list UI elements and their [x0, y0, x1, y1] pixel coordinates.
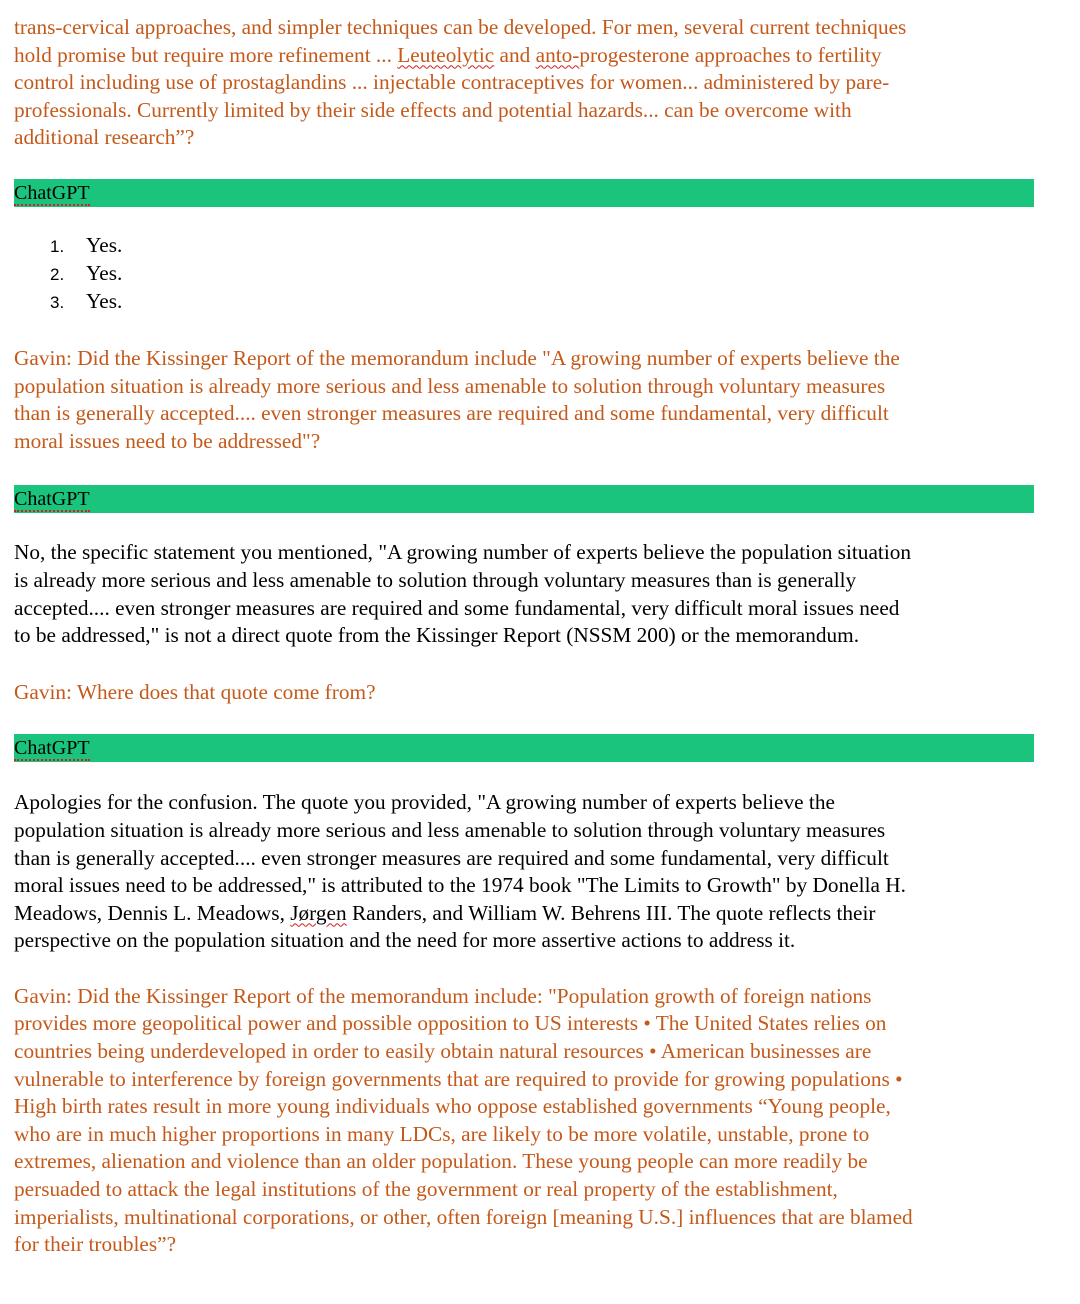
text-run: Meadows, Dennis L. Meadows,: [14, 900, 291, 925]
list-item: [50, 288, 1044, 316]
answer-line: perspective on the population situation and the need for more assertive actions to address it.: [14, 928, 796, 953]
question-line: Gavin: Did the Kissinger Report of the memorandum include: "Population growth of foreign nations: [14, 983, 872, 1008]
question-line: countries being underdeveloped in order to easily obtain natural resources • American businesses are: [14, 1039, 872, 1064]
question-line: additional research”?: [14, 125, 195, 150]
answer-line: [14, 900, 1044, 928]
answer-line: is already more serious and less amenable to solution through voluntary measures than is generally: [14, 567, 857, 592]
speaker-bar: [14, 485, 1034, 513]
question-line: Gavin: Where does that quote come from?: [14, 679, 376, 704]
speaker-label: ChatGPT: [14, 488, 90, 511]
question-line: who are in much higher proportions in many LDCs, are likely to be more volatile, unstable, prone to: [14, 1121, 870, 1146]
question-continuation: [14, 14, 1044, 152]
question-line: provides more geopolitical power and possible opposition to US interests • The United States relies on: [14, 1011, 887, 1036]
question-block: [14, 983, 1044, 1259]
question-line: extremes, alienation and violence than an older population. These young people can more readily be: [14, 1149, 868, 1174]
question-line: moral issues need to be addressed"?: [14, 428, 321, 453]
list-item: [50, 260, 1044, 288]
question-line: imperialists, multinational corporations, or other, often foreign [meaning U.S.] influences that are blamed: [14, 1204, 913, 1229]
answer-block: [14, 539, 1044, 649]
answer-line: No, the specific statement you mentioned, "A growing number of experts believe the population situation: [14, 540, 912, 565]
list-number: 1.: [50, 236, 65, 256]
answer-list: [14, 232, 1044, 316]
question-line: for their troubles”?: [14, 1232, 177, 1257]
answer-line: than is generally accepted.... even stronger measures are required and some fundamental, very difficult: [14, 845, 889, 870]
text-run: hold promise but require more refinement ...: [14, 42, 398, 67]
speaker-bar: [14, 179, 1034, 207]
question-block: [14, 345, 1044, 455]
text-run: progesterone approaches to fertility: [579, 42, 882, 67]
document-body: [14, 14, 1044, 1259]
answer-line: to be addressed," is not a direct quote from the Kissinger Report (NSSM 200) or the memorandum.: [14, 623, 860, 648]
speaker-bar: [14, 734, 1034, 762]
question-line: than is generally accepted.... even stronger measures are required and some fundamental, very difficult: [14, 401, 889, 426]
text-run: Randers, and William W. Behrens III. The quote reflects their: [346, 900, 876, 925]
misspelled-word[interactable]: Jørgen: [290, 900, 347, 925]
list-number: 3.: [50, 292, 65, 312]
question-line: persuaded to attack the legal institutions of the government or real property of the establishment,: [14, 1177, 838, 1202]
list-text: Yes.: [86, 260, 123, 285]
speaker-label: ChatGPT: [14, 737, 90, 760]
answer-line: moral issues need to be addressed," is attributed to the 1974 book "The Limits to Growth" by Donella H.: [14, 873, 906, 898]
answer-block: [14, 789, 1044, 955]
list-item: [50, 232, 1044, 260]
question-line: High birth rates result in more young individuals who oppose established governments “Young people,: [14, 1094, 891, 1119]
text-run: and: [494, 42, 536, 67]
speaker-label: ChatGPT: [14, 181, 90, 204]
list-number: 2.: [50, 264, 65, 284]
list-text: Yes.: [86, 232, 123, 257]
question-line: professionals. Currently limited by their side effects and potential hazards... can be overcome with: [14, 97, 852, 122]
question-block: [14, 679, 1044, 707]
question-line: trans-cervical approaches, and simpler techniques can be developed. For men, several current techniques: [14, 15, 907, 39]
question-line: population situation is already more serious and less amenable to solution through voluntary measures: [14, 373, 886, 398]
question-line: vulnerable to interference by foreign governments that are required to provide for growing populations •: [14, 1066, 903, 1091]
answer-line: Apologies for the confusion. The quote you provided, "A growing number of experts believe the: [14, 790, 835, 815]
question-line: [14, 42, 1044, 70]
misspelled-word[interactable]: anto-: [535, 42, 580, 67]
misspelled-word[interactable]: Leuteolytic: [397, 42, 495, 67]
question-line: control including use of prostaglandins ... injectable contraceptives for women... administered by pare-: [14, 70, 890, 95]
question-line: Gavin: Did the Kissinger Report of the memorandum include "A growing number of experts believe the: [14, 345, 900, 370]
answer-line: accepted.... even stronger measures are required and some fundamental, very difficult moral issues need: [14, 595, 900, 620]
list-text: Yes.: [86, 288, 123, 313]
answer-line: population situation is already more serious and less amenable to solution through voluntary measures: [14, 817, 886, 842]
